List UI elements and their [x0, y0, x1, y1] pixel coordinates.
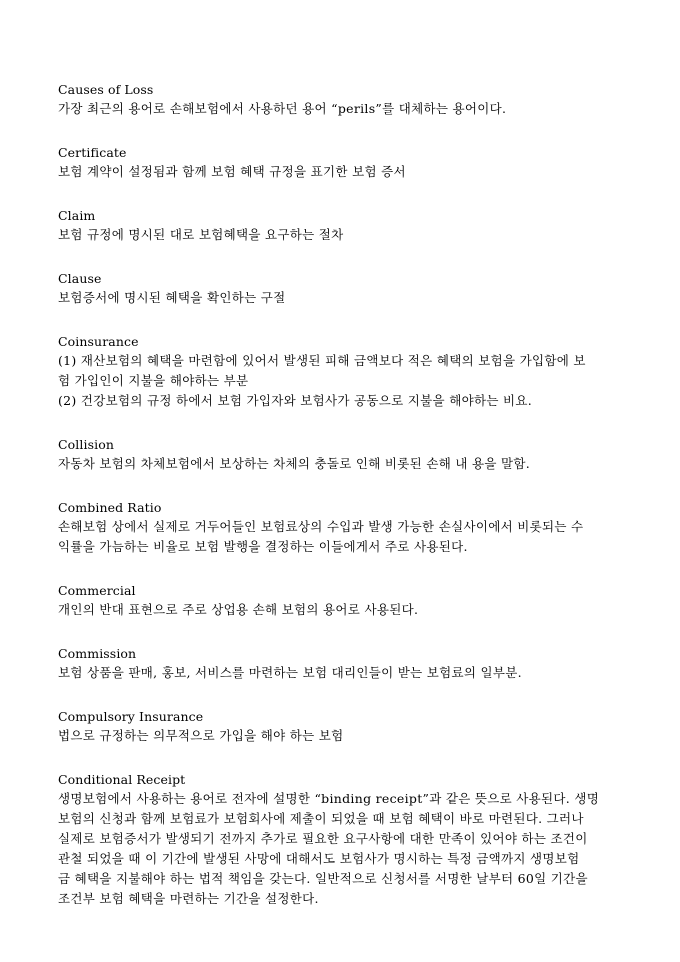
glossary-term: Combined Ratio: [58, 500, 162, 515]
glossary-definition: [58, 517, 622, 557]
glossary-term: Commercial: [58, 583, 136, 598]
definition-line: 보험 상품을 판매, 홍보, 서비스를 마련하는 보험 대리인들이 받는 보험료의 일부분.: [58, 665, 522, 680]
definition-line: 험 가입인이 지불을 해야하는 부분: [58, 373, 249, 388]
glossary-entry: [58, 498, 622, 557]
definition-line: (2) 건강보험의 규정 하에서 보험 가입자와 보험사가 공동으로 지불을 해야하는 비요.: [58, 393, 532, 408]
definition-line: 법으로 규정하는 의무적으로 가입을 해야 하는 보험: [58, 728, 344, 743]
definition-line: 손해보험 상에서 실제로 거두어들인 보험료상의 수입과 발생 가능한 손실사이에서 비롯되는 수: [58, 519, 584, 534]
glossary-entry: [58, 80, 622, 119]
glossary-list: [58, 80, 622, 909]
glossary-definition: [58, 663, 622, 683]
glossary-entry: [58, 269, 622, 308]
glossary-entry: [58, 770, 622, 909]
glossary-entry: [58, 707, 622, 746]
definition-line: 보험증서에 명시된 혜택을 확인하는 구절: [58, 290, 286, 305]
definition-line: (1) 재산보험의 혜택을 마련함에 있어서 발생된 피해 금액보다 적은 혜택의 보험을 가입함에 보: [58, 353, 586, 368]
definition-line: 보험 규정에 명시된 대로 보험혜택을 요구하는 절차: [58, 227, 344, 242]
definition-line: 자동차 보험의 차체보험에서 보상하는 차체의 충돌로 인해 비롯된 손해 내 용을 말함.: [58, 456, 531, 471]
glossary-definition: [58, 600, 622, 620]
definition-line: 실제로 보험증서가 발생되기 전까지 추가로 필요한 요구사항에 대한 만족이 있어야 하는 조건이: [58, 831, 588, 846]
glossary-term: Compulsory Insurance: [58, 709, 204, 724]
glossary-entry: [58, 644, 622, 683]
glossary-entry: [58, 143, 622, 182]
definition-line: 금 혜택을 지불해야 하는 법적 책임을 갖는다. 일반적으로 신청서를 서명한 날부터 60일 기간을: [58, 871, 588, 886]
glossary-term: Commission: [58, 646, 137, 661]
definition-line: 생명보험에서 사용하는 용어로 전자에 설명한 “binding receipt”과 같은 뜻으로 사용된다. 생명: [58, 791, 600, 806]
glossary-entry: [58, 581, 622, 620]
glossary-definition: [58, 351, 622, 411]
definition-line: 보험의 신청과 함께 보험료가 보험회사에 제출이 되었을 때 보험 혜택이 바로 마련된다. 그러나: [58, 811, 584, 826]
glossary-definition: [58, 225, 622, 245]
definition-line: 조건부 보험 혜택을 마련하는 기간을 설정한다.: [58, 891, 319, 906]
glossary-term: Claim: [58, 208, 96, 223]
glossary-definition: [58, 288, 622, 308]
glossary-definition: [58, 789, 622, 909]
glossary-term: Coinsurance: [58, 334, 139, 349]
glossary-term: Collision: [58, 437, 114, 452]
definition-line: 관철 되었을 때 이 기간에 발생된 사망에 대해서도 보험사가 명시하는 특정 금액까지 생명보험: [58, 851, 580, 866]
glossary-entry: [58, 206, 622, 245]
glossary-term: Clause: [58, 271, 102, 286]
glossary-term: Causes of Loss: [58, 82, 154, 97]
glossary-entry: [58, 435, 622, 474]
glossary-definition: [58, 454, 622, 474]
glossary-definition: [58, 162, 622, 182]
glossary-entry: [58, 332, 622, 411]
definition-line: 보험 계약이 설정됨과 함께 보험 혜택 규정을 표기한 보험 증서: [58, 164, 406, 179]
glossary-term: Certificate: [58, 145, 127, 160]
glossary-term: Conditional Receipt: [58, 772, 186, 787]
definition-line: 가장 최근의 용어로 손해보험에서 사용하던 용어 “perils”를 대체하는 용어이다.: [58, 101, 507, 116]
glossary-definition: [58, 99, 622, 119]
glossary-definition: [58, 726, 622, 746]
definition-line: 익률을 가늠하는 비율로 보험 발행을 결정하는 이들에게서 주로 사용된다.: [58, 539, 468, 554]
definition-line: 개인의 반대 표현으로 주로 상업용 손해 보험의 용어로 사용된다.: [58, 602, 419, 617]
